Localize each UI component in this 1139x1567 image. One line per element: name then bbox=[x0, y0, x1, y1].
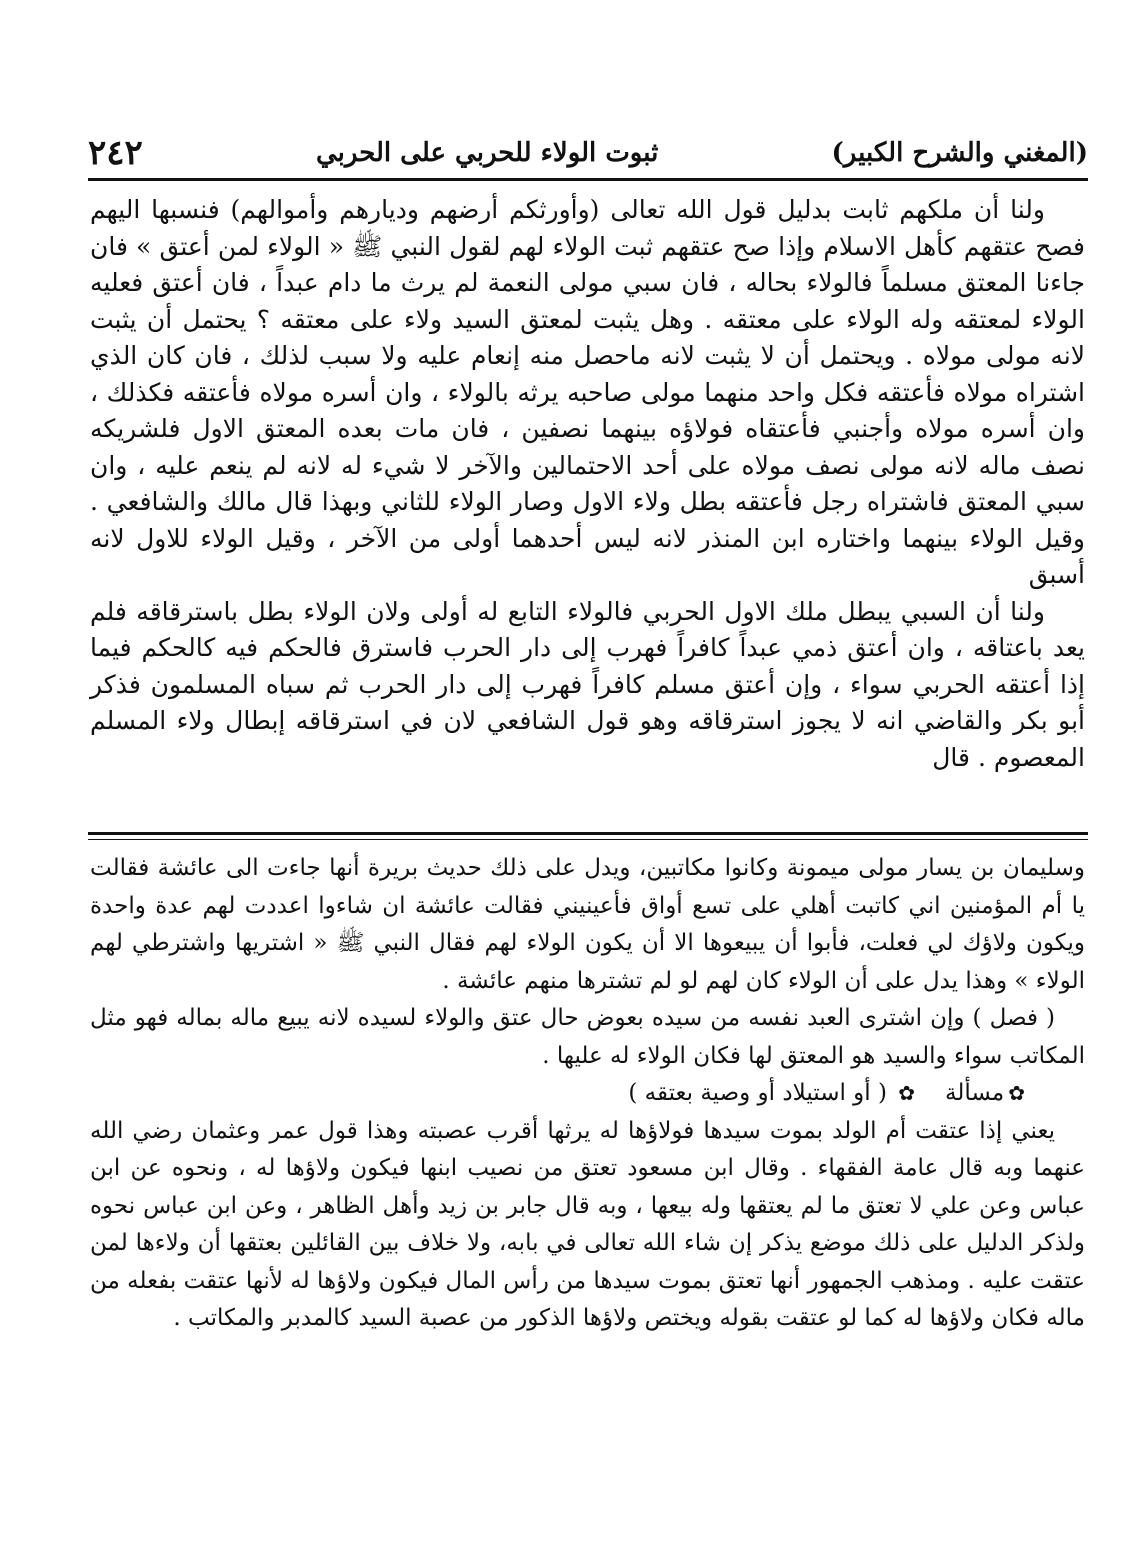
footnote-divider bbox=[88, 832, 1088, 840]
issue-heading bbox=[90, 1075, 1085, 1113]
page-number: ٢٤٢ bbox=[88, 133, 143, 173]
header-divider bbox=[88, 178, 1088, 181]
flower-icon: ✿ bbox=[898, 1081, 916, 1105]
issue-text: ( أو استيلاد أو وصية بعتقه ) bbox=[628, 1080, 887, 1106]
issue-label: مسألة bbox=[945, 1080, 1005, 1106]
footnotes-section bbox=[90, 850, 1085, 1338]
footnote-paragraph: وسليمان بن يسار مولى ميمونة وكانوا مكاتبين، ويدل على ذلك حديث بريرة أنها جاءت الى عائشة فقالت يا أم المؤمنين اني كاتبت أهلي على تسع أواق فأعينيني فقالت عائشة ان شاءوا اعددت لهم عدة واحدة ويكون ولاؤك لي فعلت، فأبوا أن يبيعوها الا أن يكون الولاء لهم فقال النبي ﷺ « اشتريها واشترطي لهم الولاء » وهذا يدل على أن الولاء كان لهم لو لم تشترها منهم عائشة . bbox=[90, 855, 1085, 994]
page-header bbox=[88, 130, 1088, 176]
flower-icon: ✿ bbox=[1008, 1081, 1025, 1105]
footnote-paragraph: يعني إذا عتقت أم الولد بموت سيدها فولاؤها له يرثها أقرب عصبته وهذا قول عمر وعثمان رضي الله عنهما وبه قال عامة الفقهاء . وقال ابن مسعود تعتق من نصيب ابنها فيكون ولاؤها له ، ونحوه عن ابن عباس وعن علي لا تعتق ما لم يعتقها وله بيعها ، وبه قال جابر بن زيد وأهل الظاهر ، وعن ابن عباس نحوه ولذكر الدليل على ذلك موضع يذكر إن شاء الله تعالى في بابه، ولا خلاف بين القائلين بعتقها أن ولاءها لمن عتقت عليه . ومذهب الجمهور أنها تعتق بموت سيدها من رأس المال فيكون ولاؤها له لأنها عتقت بفعله من ماله فكان ولاؤها له كما لو عتقت بقوله ويختص ولاؤها الذكور من عصبة السيد كالمدبر والمكاتب . bbox=[90, 1117, 1085, 1331]
main-paragraph: ولنا أن ملكهم ثابت بدليل قول الله تعالى (وأورثكم أرضهم وديارهم وأموالهم) فنسبها اليهم فصح عتقهم كأهل الاسلام وإذا صح عتقهم ثبت الولاء لهم لقول النبي ﷺ « الولاء لمن أعتق » فان جاءنا المعتق مسلماً فالولاء بحاله ، فان سبي مولى النعمة لم يرث ما دام عبداً ، فان أعتق فعليه الولاء لمعتقه وله الولاء على معتقه . وهل يثبت لمعتق السيد ولاء على معتقه ؟ يحتمل أن يثبت لانه مولى مولاه . ويحتمل أن لا يثبت لانه ماحصل منه إنعام عليه ولا سبب لذلك ، فان كان الذي اشتراه مولاه فأعتقه فكل واحد منهما مولى صاحبه يرثه بالولاء ، وان أسره مولاه فأعتقه فكذلك ، وان أسره مولاه وأجنبي فأعتقاه فولاؤه بينهما نصفين ، فان مات بعده المعتق الاول فلشريكه نصف ماله لانه مولى نصف مولاه على أحد الاحتمالين والآخر لا شيء له لانه لم ينعم عليه ، وان سبي المعتق فاشتراه رجل فأعتقه بطل ولاء الاول وصار الولاء للثاني وبهذا قال مالك والشافعي . وقيل الولاء بينهما واختاره ابن المنذر لانه ليس أحدهما أولى من الآخر ، وقيل الولاء للاول لانه أسبق bbox=[90, 195, 1085, 589]
footnote-paragraph: ( فصل ) وإن اشترى العبد نفسه من سيده بعوض حال عتق والولاء لسيده لانه يبيع ماله بماله فهو مثل المكاتب سواء والسيد هو المعتق لها فكان الولاء له عليها . bbox=[90, 1005, 1085, 1069]
main-paragraph: ولنا أن السبي يبطل ملك الاول الحربي فالولاء التابع له أولى ولان الولاء بطل باسترقاقه فلم يعد باعتاقه ، وان أعتق ذمي عبداً كافراً فهرب إلى دار الحرب فاسترق فالحكم فيه كالحكم فيما إذا أعتقه الحربي سواء ، وإن أعتق مسلم كافراً فهرب إلى دار الحرب ثم سباه المسلمون فذكر أبو بكر والقاضي انه لا يجوز استرقاقه وهو قول الشافعي لان في استرقاقه إبطال ولاء المسلم المعصوم . قال bbox=[90, 596, 1085, 772]
book-title: (المغني والشرح الكبير) bbox=[831, 138, 1088, 168]
main-text bbox=[90, 192, 1085, 776]
running-title: ثبوت الولاء للحربي على الحربي bbox=[315, 138, 659, 168]
